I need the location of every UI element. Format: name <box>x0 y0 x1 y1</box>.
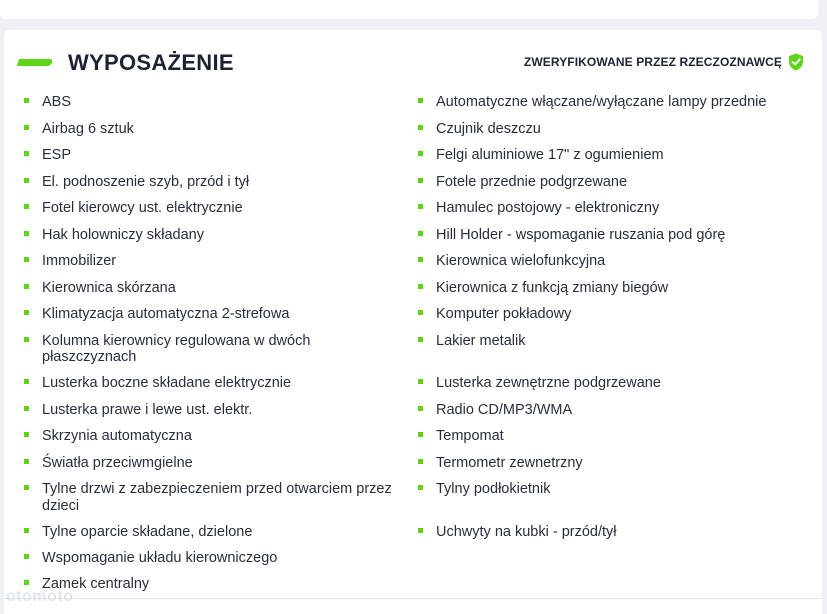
equipment-item <box>22 375 397 392</box>
bullet-icon <box>418 98 423 103</box>
equipment-item-label: Czujnik deszczu <box>436 120 541 137</box>
equipment-item <box>22 524 397 541</box>
equipment-item <box>22 94 397 111</box>
equipment-item-label: Kolumna kierownicy regulowana w dwóch płaszczyznach <box>42 332 311 365</box>
equipment-item-label: Komputer pokładowy <box>436 306 572 322</box>
equipment-item <box>416 227 816 244</box>
equipment-item <box>416 253 816 270</box>
bullet-icon <box>24 459 29 464</box>
equipment-item-label: Kierownica skórzana <box>42 279 176 296</box>
bullet-icon <box>418 310 423 315</box>
equipment-item <box>416 121 816 138</box>
bullet-icon <box>24 310 29 315</box>
equipment-item-label: Radio CD/MP3/WMA <box>436 401 573 418</box>
equipment-item <box>22 402 397 419</box>
equipment-item <box>416 200 816 217</box>
equipment-item-label: Airbag 6 sztuk <box>42 120 134 137</box>
equipment-item-label: Felgi aluminiowe 17" z ogumieniem <box>436 147 664 163</box>
section-title: WYPOSAŻENIE <box>68 50 234 75</box>
bullet-icon <box>24 580 29 585</box>
equipment-item-label: Kierownica z funkcją zmiany biegów <box>436 279 669 296</box>
shield-check-icon <box>788 53 804 71</box>
bullet-icon <box>418 204 423 209</box>
equipment-item-label: Lusterka prawe i lewe ust. elektr. <box>42 401 253 418</box>
bullet-icon <box>24 257 29 262</box>
equipment-item-label: Hak holowniczy składany <box>42 226 204 243</box>
equipment-item <box>22 280 397 297</box>
previous-section-edge <box>0 0 818 19</box>
equipment-item-label: ABS <box>42 94 72 110</box>
bullet-icon <box>24 98 29 103</box>
bullet-icon <box>24 231 29 236</box>
bullet-icon <box>24 406 29 411</box>
bullet-icon <box>24 178 29 183</box>
equipment-item-label: Klimatyzacja automatyczna 2-strefowa <box>42 306 290 322</box>
equipment-item-label: Immobilizer <box>42 253 117 269</box>
bullet-icon <box>24 204 29 209</box>
equipment-item-label: Lusterka boczne składane elektrycznie <box>42 375 292 391</box>
equipment-item-label: Lakier metalik <box>436 332 526 349</box>
equipment-item <box>416 94 816 111</box>
equipment-item-label: Tylny podłokietnik <box>436 481 551 497</box>
equipment-item-label: Skrzynia automatyczna <box>42 428 192 444</box>
equipment-item <box>22 227 397 244</box>
bullet-icon <box>24 432 29 437</box>
watermark-logo: otomoto <box>6 588 74 605</box>
equipment-item <box>416 375 816 392</box>
bottom-divider <box>4 598 822 599</box>
equipment-item-label: Światła przeciwmgielne <box>42 454 193 471</box>
verified-badge <box>524 53 804 71</box>
equipment-item <box>22 253 397 270</box>
equipment-item <box>22 428 397 445</box>
bullet-icon <box>418 459 423 464</box>
equipment-item-label: Tylne drzwi z zabezpieczeniem przed otwarciem przez dzieci <box>42 481 392 514</box>
bullet-icon <box>418 485 423 490</box>
equipment-item <box>416 174 816 191</box>
equipment-item-label: El. podnoszenie szyb, przód i tył <box>42 173 250 190</box>
equipment-item-label: Termometr zewnetrzny <box>436 454 583 471</box>
bullet-icon <box>24 528 29 533</box>
equipment-list-left <box>22 94 397 602</box>
equipment-item-label: Uchwyty na kubki - przód/tył <box>436 523 617 540</box>
bullet-icon <box>24 125 29 130</box>
equipment-item-label: Tempomat <box>436 428 504 444</box>
equipment-list-right <box>416 94 816 550</box>
equipment-item <box>22 147 397 164</box>
equipment-item <box>416 402 816 419</box>
equipment-item <box>22 200 397 217</box>
equipment-item-label: Automatyczne włączane/wyłączane lampy przednie <box>436 94 767 110</box>
equipment-item <box>416 524 816 541</box>
equipment-item <box>416 147 816 164</box>
bullet-icon <box>418 379 423 384</box>
bullet-icon <box>418 125 423 130</box>
equipment-item <box>22 174 397 191</box>
equipment-item <box>416 333 816 366</box>
equipment-item <box>22 121 397 138</box>
equipment-item-label: Wspomaganie układu kierowniczego <box>42 550 278 566</box>
bullet-icon <box>418 432 423 437</box>
equipment-item <box>22 550 397 567</box>
equipment-item-label: Hill Holder - wspomaganie ruszania pod górę <box>436 226 726 243</box>
equipment-item <box>22 576 397 593</box>
bullet-icon <box>418 337 423 342</box>
equipment-item-label: Hamulec postojowy - elektroniczny <box>436 200 660 216</box>
bullet-icon <box>24 337 29 342</box>
equipment-item <box>22 455 397 472</box>
bullet-icon <box>24 151 29 156</box>
bullet-icon <box>418 257 423 262</box>
equipment-item-label: Kierownica wielofunkcyjna <box>436 253 606 269</box>
equipment-item-label: Tylne oparcie składane, dzielone <box>42 523 253 540</box>
equipment-item-label: Zamek centralny <box>42 576 150 592</box>
equipment-card <box>4 30 822 614</box>
equipment-item-label: Lusterka zewnętrzne podgrzewane <box>436 375 661 391</box>
bullet-icon <box>24 554 29 559</box>
bullet-icon <box>418 178 423 183</box>
bullet-icon <box>418 528 423 533</box>
equipment-item <box>22 481 397 514</box>
bullet-icon <box>418 284 423 289</box>
equipment-item <box>416 481 816 514</box>
equipment-item <box>22 306 397 323</box>
bullet-icon <box>418 151 423 156</box>
bullet-icon <box>418 231 423 236</box>
equipment-item <box>416 280 816 297</box>
equipment-item <box>416 306 816 323</box>
equipment-item <box>22 333 397 366</box>
equipment-item-label: Fotel kierowcy ust. elektrycznie <box>42 200 243 216</box>
equipment-item <box>416 455 816 472</box>
bullet-icon <box>24 485 29 490</box>
bullet-icon <box>418 406 423 411</box>
bullet-icon <box>24 284 29 289</box>
equipment-item-label: Fotele przednie podgrzewane <box>436 173 628 190</box>
verified-label: ZWERYFIKOWANE PRZEZ RZECZOZNAWCĘ <box>523 55 782 69</box>
section-accent-bar <box>17 59 53 66</box>
equipment-item <box>416 428 816 445</box>
equipment-item-label: ESP <box>42 147 72 163</box>
bullet-icon <box>24 379 29 384</box>
